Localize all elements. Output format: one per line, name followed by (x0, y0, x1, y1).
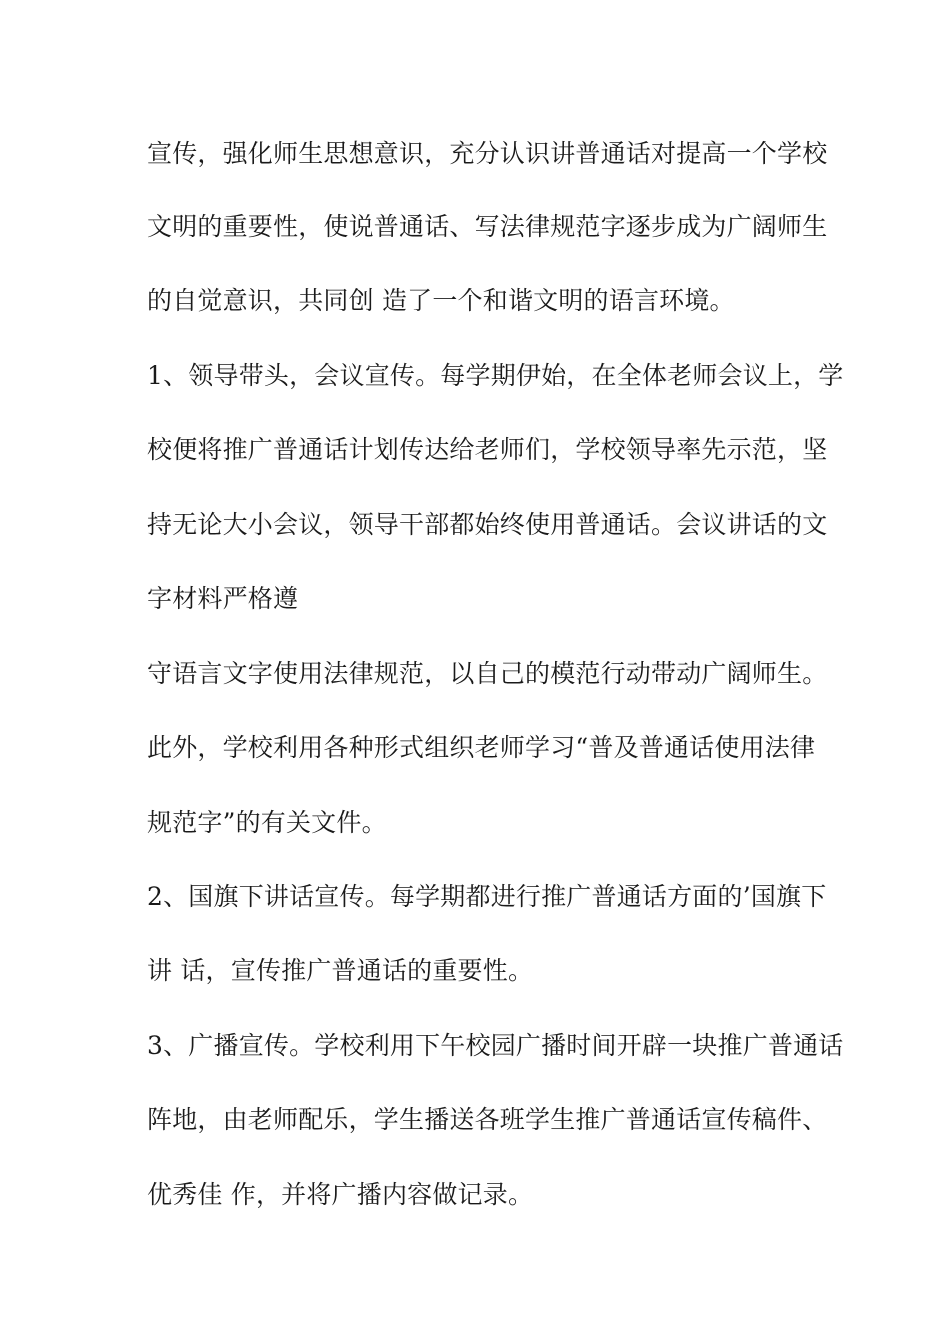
text-line: 守语言文字使用法律规范，以自己的模范行动带动广阔师生。 (147, 659, 828, 688)
text-line: 讲 话，宣传推广普通话的重要性。 (147, 956, 534, 985)
text-line: 3、广播宣传。学校利用下午校园广播时间开辟一块推广普通话 (147, 1031, 844, 1060)
text-line: 宣传，强化师生思想意识，充分认识讲普通话对提高一个学校 (147, 139, 828, 168)
text-line: 持无论大小会议，领导干部都始终使用普通话。会议讲话的文 (147, 510, 828, 539)
text-line: 此外，学校利用各种形式组织老师学习“普及普通话使用法律 (147, 733, 816, 762)
text-line: 规范字”的有关文件。 (147, 808, 387, 837)
text-line: 校便将推广普通话计划传达给老师们，学校领导率先示范，坚 (147, 435, 828, 464)
text-line: 的自觉意识，共同创 造了一个和谐文明的语言环境。 (147, 286, 735, 315)
text-line: 字材料严格遵 (147, 584, 299, 613)
text-line: 文明的重要性，使说普通话、写法律规范字逐步成为广阔师生 (147, 212, 828, 241)
text-line: 阵地，由老师配乐，学生播送各班学生推广普通话宣传稿件、 (147, 1105, 828, 1134)
text-line: 2、国旗下讲话宣传。每学期都进行推广普通话方面的’国旗下 (147, 882, 827, 911)
text-line: 优秀佳 作，并将广播内容做记录。 (147, 1180, 534, 1209)
text-line: 1、领导带头，会议宣传。每学期伊始，在全体老师会议上，学 (147, 361, 844, 390)
